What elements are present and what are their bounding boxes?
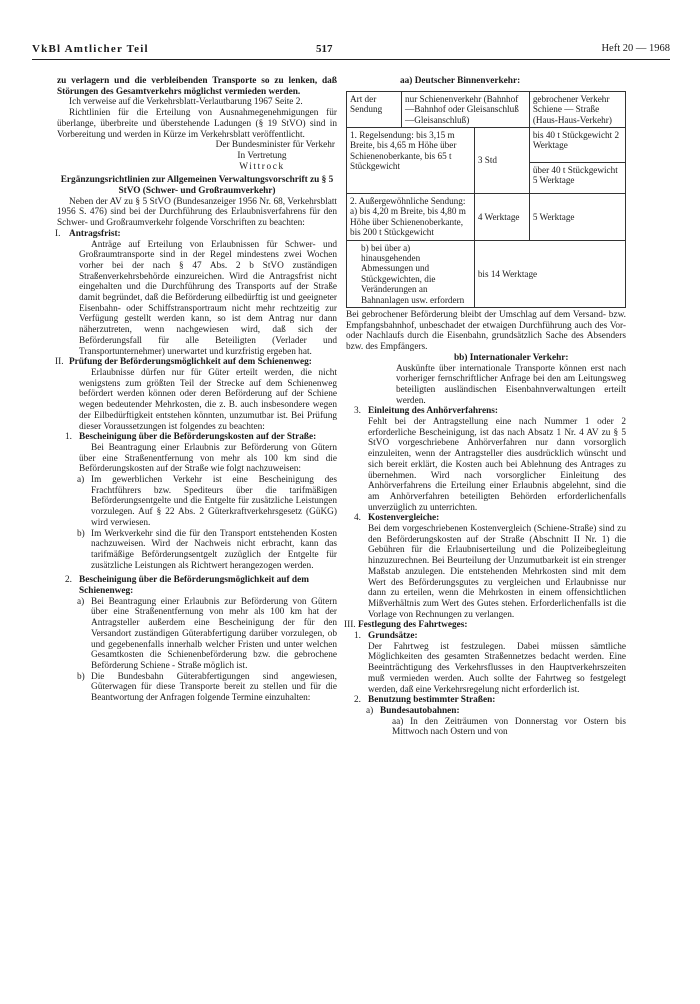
section-title: Prüfung der Beförderungsmöglichkeit auf dem Schienenweg: [69, 357, 312, 368]
left-column [57, 76, 337, 704]
table-cell: 3 Std [474, 127, 529, 193]
list-item-text: Die Bundesbahn Güterabfertigungen sind angewiesen, Güterwagen für diese Transporte bereit zu stellen und für die Beantwortung der Anfragen folgende Termine einzuhalten: [91, 671, 337, 704]
paragraph: aa) In den Zeiträumen von Donnerstag vor Ostern bis Mittwoch nach Ostern und von [392, 716, 626, 738]
section-number: III. [344, 620, 356, 631]
subsection-title: Kostenvergleiche: [368, 513, 440, 524]
table-cell: b) bei über a) hinausgehenden Abmessungen und Stückgewichten, die Veränderungen an Bahnanlagen usw. erfordern [347, 240, 475, 307]
right-column [346, 76, 626, 738]
list-marker: a) [77, 596, 85, 607]
header-rule [32, 59, 670, 60]
table-cell: 4 Werktage [474, 193, 529, 240]
subsection-number: 2. [354, 695, 361, 706]
subsection-heading [346, 406, 626, 417]
list-item [57, 672, 337, 704]
paragraph: Fehlt bei der Antragstellung eine nach Nummer 1 oder 2 erforderliche Bescheinigung, ist das nach Absatz 1 Nr. 4 AV zu § 5 StVO vorgeschriebene Anhörverfahren nur dann vorsorglich einzuleiten, wenn der Antragsteller dies ausdrücklich wünscht und sich bereit erklärt, die Kosten auch bei Ablehnung des Antrages zu übernehmen. Wird nach vorsorglicher Einleitung des Anhörverfahrens die Erteilung einer Erlaubnis abgelehnt, sind die am Anhörverfahren beteiligten Behörden erforderlichenfalls unverzüglich zu unterrichten. [368, 417, 626, 513]
list-item [57, 529, 337, 572]
table-header-row [347, 91, 626, 127]
table-cell: über 40 t Stückgewicht 5 Werktage [529, 162, 625, 193]
subsection-heading [346, 631, 626, 642]
list-item-title: Bundesautobahnen: [380, 706, 460, 716]
subsection-number: 2. [65, 575, 72, 586]
subsection-title: Benutzung bestimmter Straßen: [368, 695, 496, 706]
issue-label: Heft 20 — 1968 [601, 43, 670, 54]
signature-name: Wittrock [239, 161, 285, 172]
table-cell: 1. Regelsendung: bis 3,15 m Breite, bis 4,65 m Höhe über Schienenoberkante, bis 65 t Stückgewicht [347, 127, 475, 193]
list-marker: b) [77, 671, 85, 682]
list-item-text: Bei Beantragung einer Erlaubnis zur Beförderung von Gütern über eine Straßenentfernung von mehr als 100 km hat der Antragsteller außerdem eine Bescheinigung der für den Versandort zuständigen Güterabfertigung darüber vorzulegen, ob und gegebenenfalls innerhalb welcher Fristen und unter welchen Gesamtkosten die Schienenbeförderung bzw. die gebrochene Beförderung Schiene - Straße möglich ist. [91, 596, 337, 671]
subsection-number: 4. [354, 513, 361, 524]
section-title: Ergänzungsrichtlinien zur Allgemeinen Verwaltungsvorschrift zu § 5 StVO (Schwer- und Großraumverkehr) [60, 175, 334, 197]
subsection-title: Einleitung des Anhörverfahrens: [368, 406, 498, 417]
delivery-times-table [346, 91, 626, 308]
paragraph: Richtlinien für die Erteilung von Ausnahmegenehmigungen für überlange, überbreite und überstehende Ladungen (§ 19 StVO) sind in Vorbereitung und werden in Kürze im Verkehrsblatt veröffentlicht. [57, 108, 337, 140]
list-item [57, 597, 337, 672]
section-number: I. [55, 228, 61, 239]
table-cell: bis 14 Werktage [474, 240, 625, 307]
list-item-text: Im Werkverkehr sind die für den Transport entstehenden Kosten nachzuweisen. Wird der Nachweis nicht erbracht, kann das tarifmäßige Beförderungsentgelt zuzüglich der Entgelte für zusätzliche Leistungen als Richtwert herangezogen werden. [91, 528, 337, 571]
list-item [346, 706, 626, 717]
subsection-number: 1. [354, 631, 361, 642]
paragraph: Bei dem vorgeschriebenen Kostenvergleich (Schiene-Straße) sind zu den Beförderungskosten auf der Straße (Abschnitt II Nr. 1) die Gebühren für die Erlaubniserteilung und die Polizeibegleitung hinzuzurechnen. Bei Beurteilung der Unzumutbarkeit ist ein strenger Maßstab anzulegen. Die entstehenden Mehrkosten sind mit dem Wert des Beförderungsgutes zu vergleichen und Erlaubnisse nur dann zu erteilen, wenn die Mehrkosten in einem offensichtlichen Mißverhältnis zum Wert des Gutes stehen. Erforderlichenfalls ist die Vorlage von Rechnungen zu verlangen. [368, 524, 626, 620]
list-item [57, 475, 337, 529]
paragraph: Auskünfte über internationale Transporte können erst nach vorheriger fernschriftlicher Anfrage bei den am Leitungsweg beteiligten ausländischen Eisenbahnverwaltungen erteilt werden. [396, 363, 626, 406]
paragraph: zu verlagern und die verbleibenden Transporte so zu lenken, daß Störungen des Gesamtverkehrs möglichst vermieden werden. [57, 76, 337, 97]
list-item-text: Im gewerblichen Verkehr ist eine Bescheinigung des Frachtführers bzw. Spediteurs über die tarifmäßigen Beförderungsentgelte und die Entgelte für zusätzliche Leistungen vorzulegen. Auf § 22 Abs. 2 Güterkraftverkehrsgesetz (GüKG) wird verwiesen. [91, 475, 337, 528]
paragraph: Ich verweise auf die Verkehrsblatt-Verlautbarung 1967 Seite 2. [69, 97, 303, 108]
table-row [347, 127, 626, 162]
table-header-cell: Art der Sendung [347, 91, 402, 127]
section-heading [57, 357, 337, 368]
signature-line: In Vertretung [237, 150, 287, 161]
list-marker: a) [366, 706, 374, 716]
section-title: Antragsfrist: [69, 228, 121, 239]
table-cell: bis 40 t Stückgewicht 2 Werktage [529, 127, 625, 162]
section-title: Festlegung des Fahrtweges: [358, 620, 468, 631]
page-header [32, 44, 670, 60]
table-row [347, 240, 626, 307]
subsection-title: Bescheinigung über die Beförderungsmöglichkeit auf dem Schienenweg: [79, 575, 309, 597]
paragraph: Erlaubnisse dürfen nur für Güter erteilt werden, die nicht wenigstens zum größten Teil der Strecke auf dem Schienenweg befördert werden können oder deren Beförderung auf der Schiene wegen bedeutender Mehrkosten, die z. B. auch insbesondere wegen der Eilbedürftigkeit entstehen könnten, unzumutbar ist. Bei Prüfung dieser Voraussetzungen ist folgendes zu beachten: [79, 367, 337, 432]
table-row [347, 193, 626, 240]
table-header-cell: nur Schienenverkehr (Bahnhof—Bahnhof oder Gleisanschluß—Gleisanschluß) [402, 91, 530, 127]
page-number: 517 [316, 43, 333, 55]
subsection-heading [57, 432, 337, 443]
paragraph: Neben der AV zu § 5 StVO (Bundesanzeiger 1956 Nr. 68, Verkehrsblatt 1956 S. 476) sind bei der Durchführung des Erlaubnisverfahrens für den Schwer- und Großraumverkehr folgende Vorschriften zu beachten: [57, 196, 337, 229]
paragraph: Bei Beantragung einer Erlaubnis zur Beförderung von Gütern über eine Straßenentfernung von mehr als 100 km sind die Beförderungskosten auf der Straße wie folgt nachzuweisen: [79, 442, 337, 475]
paragraph: Bei gebrochener Beförderung bleibt der Umschlag auf dem Versand- bzw. Empfangsbahnhof, unbeschadet der etwaigen Durchführung auch des Vor- oder Nachlaufs durch die Eisenbahn, grundsätzlich Sache des Absenders bzw. des Empfängers. [346, 309, 626, 353]
table-caption: aa) Deutscher Binnenverkehr: [400, 76, 521, 86]
subsection-title: bb) Internationaler Verkehr: [454, 352, 569, 363]
list-marker: b) [77, 528, 85, 539]
subsection-title: Grundsätze: [368, 631, 418, 642]
subsection-heading [346, 695, 626, 706]
subsection-heading [57, 575, 337, 596]
section-heading [346, 620, 626, 631]
subsection-title: Bescheinigung über die Beförderungskosten auf der Straße: [79, 432, 317, 443]
table-cell: 2. Außergewöhnliche Sendung: a) bis 4,20 m Breite, bis 4,80 m Höhe über Schienenoberkante, bis 200 t Stückgewicht [347, 193, 475, 240]
paragraph: Der Fahrtweg ist festzulegen. Dabei müssen sämtliche Möglichkeiten des gesamten Straßennetzes bedacht werden. Eine Beeinträchtigung des Verkehrsflusses in den Hauptverkehrszeiten muß vermieden werden. Auch sollte der Fahrtweg so festgelegt werden, daß eine Verkehrsregelung nicht erforderlich ist. [368, 641, 626, 695]
section-heading [57, 229, 337, 240]
signature-line: Der Bundesminister für Verkehr [215, 140, 335, 151]
section-number: II. [55, 357, 64, 368]
subsection-heading [346, 513, 626, 524]
list-marker: a) [77, 475, 85, 486]
subsection-number: 1. [65, 432, 72, 443]
paragraph: Anträge auf Erteilung von Erlaubnissen für Schwer- und Großraumtransporte sind in der Regel mindestens zwei Wochen vorher bei der nach § 47 Abs. 2 b StVO zuständigen Straßenverkehrsbehörde einzureichen. Wird die Antragsfrist nicht eingehalten und die Durchführung des Transports auf der Straße damit begründet, daß die Beförderung eilbedürftig ist und geeigneter Eisenbahn- oder Schiffstransportraum nicht mehr rechtzeitig zur Verfügung gestellt werden kann, so ist dem Antrag nur dann näherzutreten, wenn nachgewiesen wird, daß sich der Beförderungsfall für alle Beteiligten (Verlader und Transportunternehmer) unerwartet und kurzfristig ergeben hat. [79, 239, 337, 357]
subsection-number: 3. [354, 406, 361, 417]
table-cell: 5 Werktage [529, 193, 625, 240]
journal-title: VkBl Amtlicher Teil [32, 43, 149, 55]
table-header-cell: gebrochener Verkehr Schiene — Straße (Haus-Haus-Verkehr) [529, 91, 625, 127]
